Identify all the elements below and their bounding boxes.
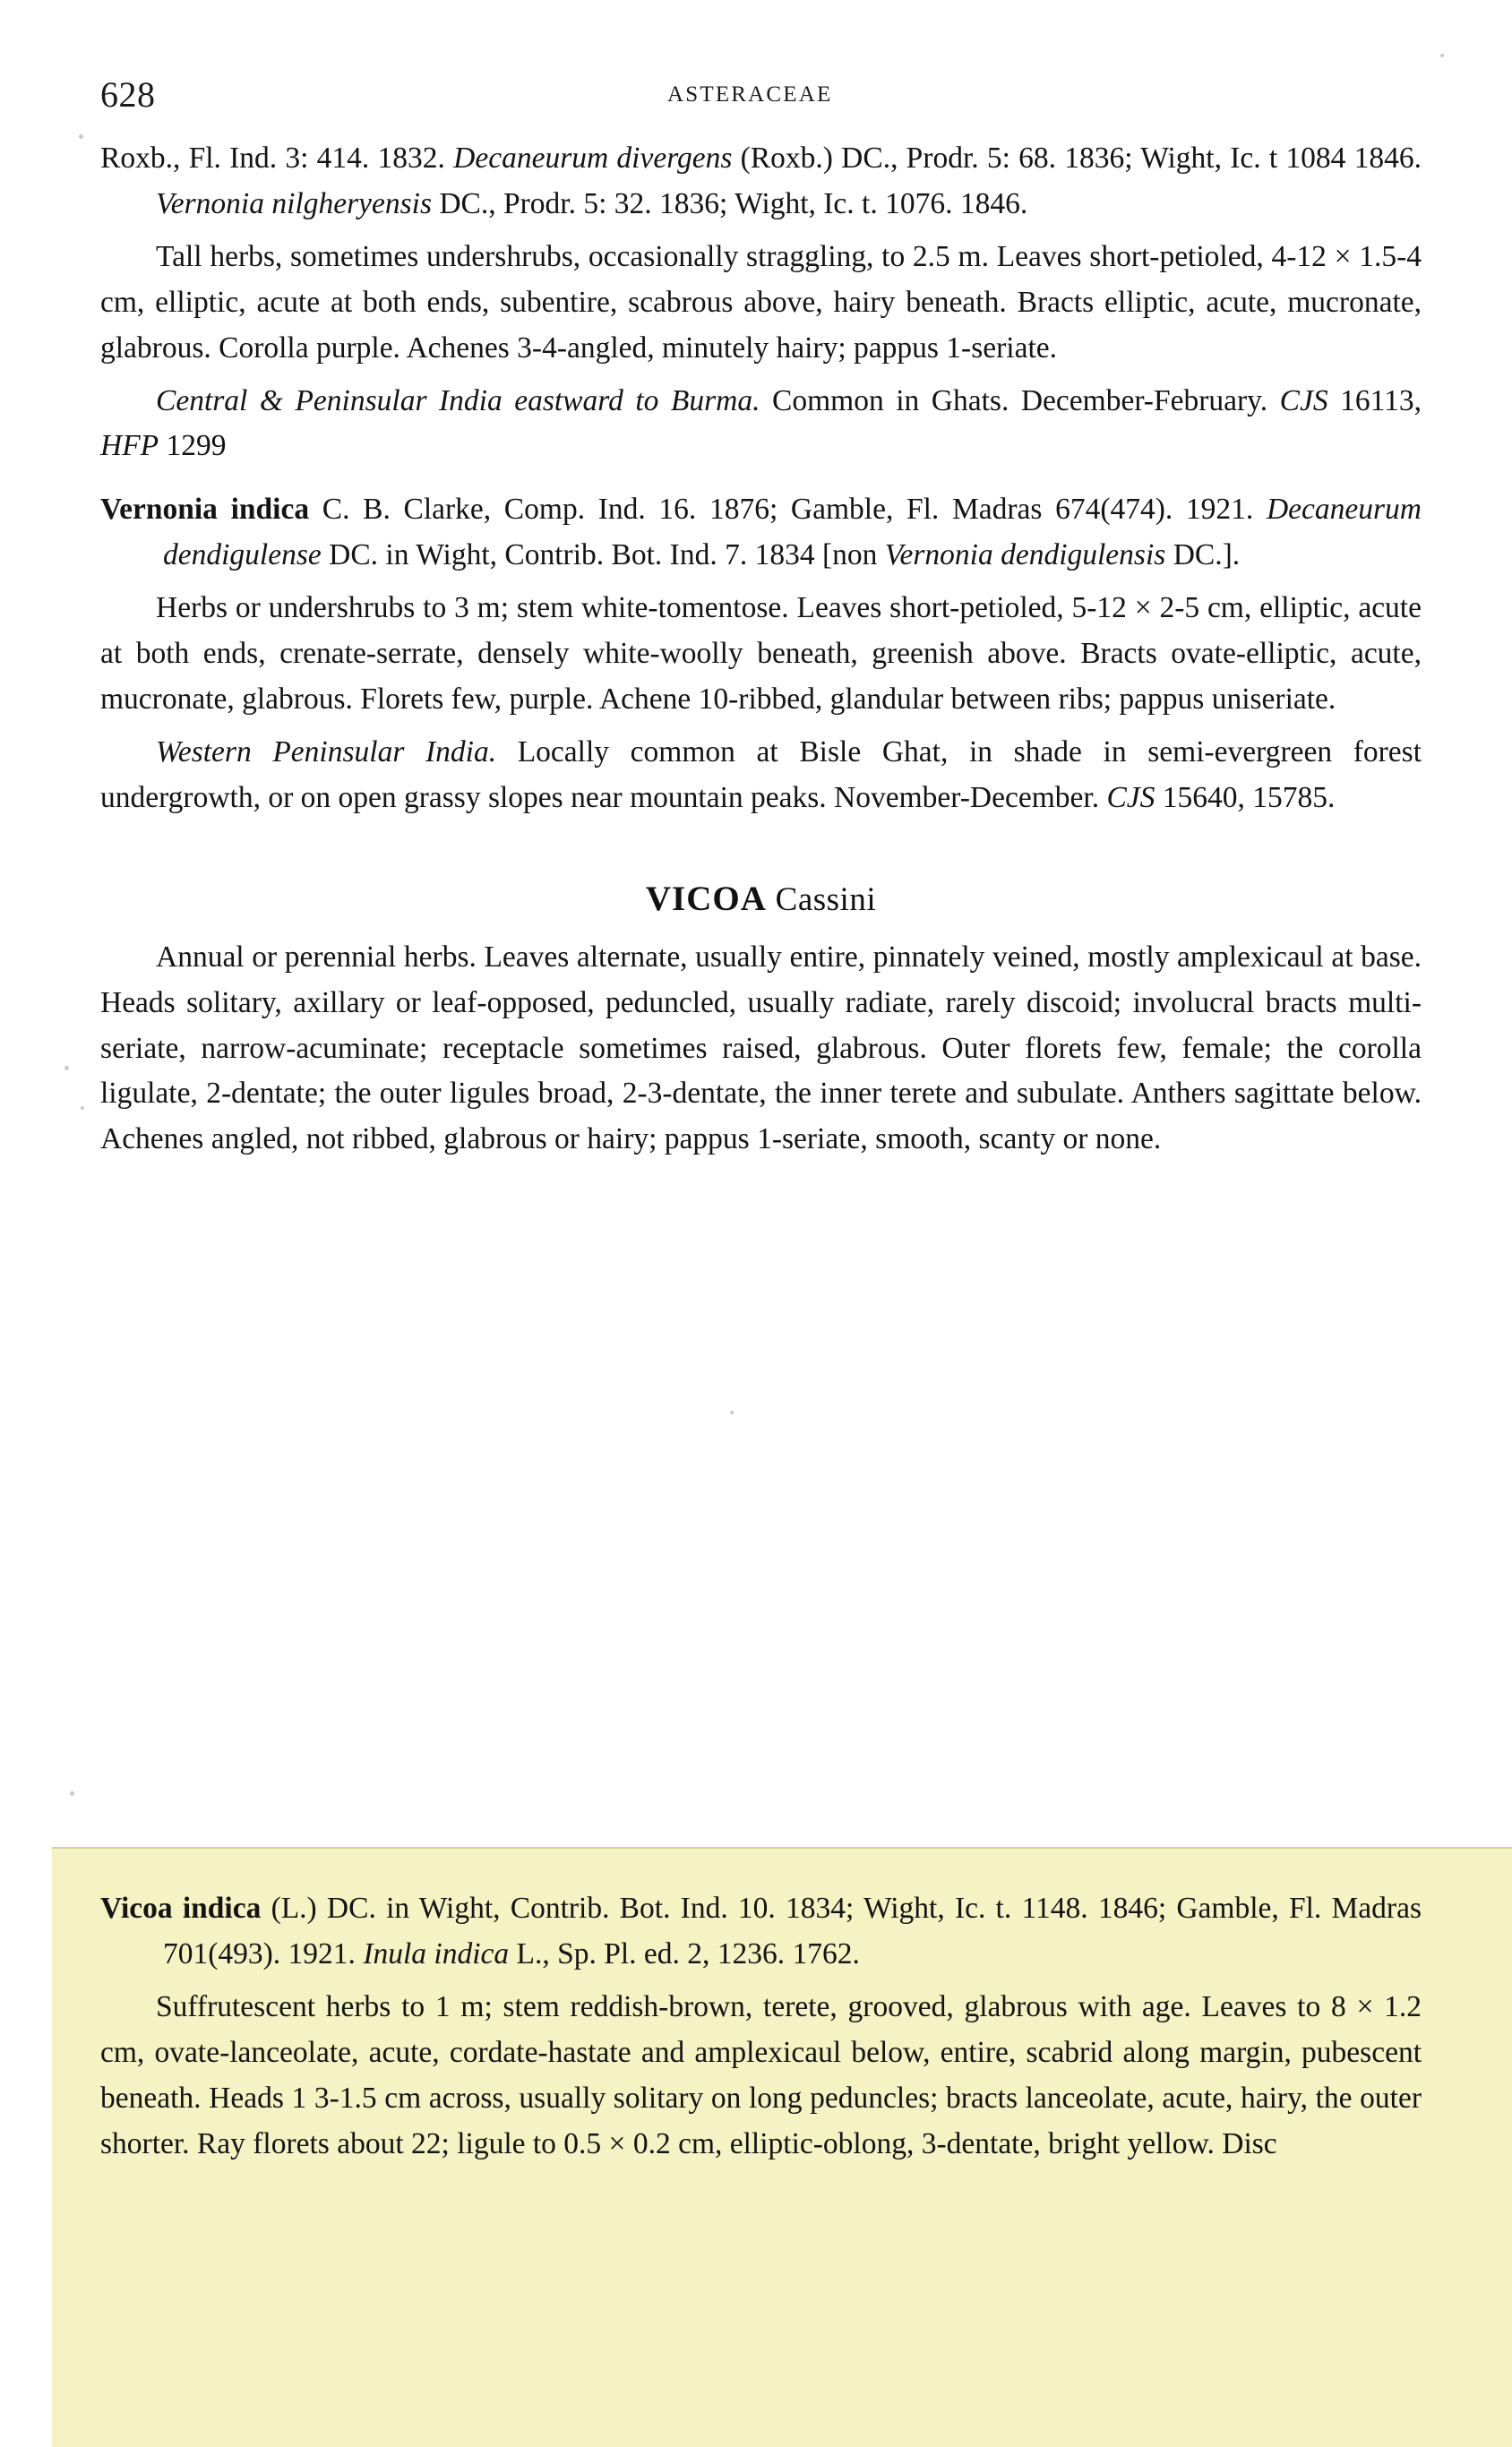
paragraph-genus-description: Annual or perennial herbs. Leaves alternate, usually entire, pinnately veined, mostly amplexicaul at base. Heads solitary, axillary or leaf-opposed, peduncled, usually radiate, rarely discoid; involucral bracts multi-seriate, narrow-acuminate; receptacle sometimes raised, glabrous. Outer florets few, female; the corolla ligulate, 2-dentate; the outer ligules broad, 2-3-dentate, the inner terete and subulate. Anthers sagittate below. Achenes angled, not ribbed, glabrous or hairy; pappus 1-seriate, smooth, scanty or none. (100, 940, 1422, 1156)
highlight-text-column (100, 1886, 1422, 2167)
paragraph-description-1: Tall herbs, sometimes undershrubs, occasionally straggling, to 2.5 m. Leaves short-petioled, 4-12 × 1.5-4 cm, elliptic, acute at both ends, subentire, scabrous above, hairy beneath. Bracts elliptic, acute, mucronate, glabrous. Corolla purple. Achenes 3-4-angled, minutely hairy; pappus 1-seriate. (100, 239, 1422, 365)
page-speck (70, 1791, 74, 1796)
running-head: ASTERACEAE (667, 82, 833, 107)
genus-heading (100, 879, 1422, 919)
page-speck (1440, 54, 1444, 57)
genus-author: Cassini (775, 880, 877, 918)
paragraph-description-2: Herbs or undershrubs to 3 m; stem white-tomentose. Leaves short-petioled, 5-12 × 2-5 cm, elliptic, acute at both ends, crenate-serrate, densely white-woolly beneath, greenish above. Bracts ovate-elliptic, acute, mucronate, glabrous. Florets few, purple. Achene 10-ribbed, glandular between ribs; pappus uniseriate. (100, 591, 1422, 716)
highlight-description: Suffrutescent herbs to 1 m; stem reddish-brown, terete, grooved, glabrous with age. Leaves to 8 × 1.2 cm, ovate-lanceolate, acute, cordate-hastate and amplexicaul below, entire, scabrid along margin, pubescent beneath. Heads 1 3-1.5 cm across, usually solitary on long peduncles; bracts lanceolate, acute, hairy, the outer shorter. Ray florets about 22; ligule to 0.5 × 0.2 cm, elliptic-oblong, 3-dentate, bright yellow. Disc (100, 1989, 1422, 2160)
body-column (100, 136, 1422, 1163)
page-speck (64, 1066, 69, 1070)
page-speck (79, 134, 83, 139)
page-speck (730, 1411, 734, 1414)
genus-name: VICOA (645, 879, 767, 918)
paragraph-distribution-2: Western Peninsular India. Locally common at Bisle Ghat, in shade in semi-evergreen forest undergrowth, or on open grassy slopes near mountain peaks. November-December. CJS 15640, 15785. (100, 734, 1422, 814)
paragraph-references-1: Roxb., Fl. Ind. 3: 414. 1832. Decaneurum divergens (Roxb.) DC., Prodr. 5: 68. 1836; Wight, Ic. t 1084 1846. Vernonia nilgheryensis DC., Prodr. 5: 32. 1836; Wight, Ic. t. 1076. 1846. (100, 142, 1422, 220)
highlight-species-heading: Vicoa indica (L.) DC. in Wight, Contrib. Bot. Ind. 10. 1834; Wight, Ic. t. 1148. 1846; Gamble, Fl. Madras 701(493). 1921. Inula indica L., Sp. Pl. ed. 2, 1236. 1762. (100, 1892, 1422, 1970)
paragraph-distribution-1: Central & Peninsular India eastward to Burma. Common in Ghats. December-February. CJS 16113, HFP 1299 (100, 383, 1422, 463)
highlighted-region (52, 1847, 1512, 2447)
page-header (0, 73, 1512, 115)
page-speck (81, 1106, 84, 1110)
species-heading-2: Vernonia indica C. B. Clarke, Comp. Ind. 16. 1876; Gamble, Fl. Madras 674(474). 1921. Decaneurum dendigulense DC. in Wight, Contrib. Bot. Ind. 7. 1834 [non Vernonia dendigulensis DC.]. (100, 493, 1422, 572)
page-number: 628 (100, 74, 156, 115)
